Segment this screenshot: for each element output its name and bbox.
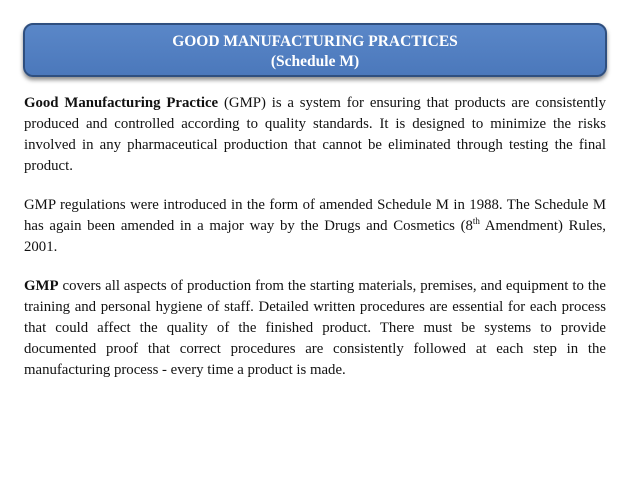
title-banner — [23, 23, 607, 77]
paragraph-lead-term: GMP — [24, 278, 59, 294]
paragraph-text: Amendment) Rules, 2001. — [24, 218, 606, 255]
paragraph-gmp-scope — [24, 276, 606, 381]
paragraph-text: (GMP) is a system for ensuring that products are consistently produced and controlled according to quality standards. It is designed to minimize the risks involved in any pharmaceutical production that cannot be eliminated through testing the final product. — [24, 95, 606, 174]
page-subtitle: (Schedule M) — [270, 53, 360, 70]
paragraph-gmp-regulations — [24, 195, 606, 258]
page-title: GOOD MANUFACTURING PRACTICES — [172, 33, 458, 50]
superscript-ordinal: th — [472, 216, 480, 226]
paragraph-gmp-definition — [24, 93, 606, 177]
body-content — [24, 93, 606, 399]
paragraph-lead-term: Good Manufacturing Practice — [24, 95, 219, 111]
paragraph-text: covers all aspects of production from the starting materials, premises, and equipment to the training and personal hygiene of staff. Detailed written procedures are essential for each process that could affect the quality of the finished product. There must be systems to provide documented proof that correct procedures are consistently followed at each step in the manufacturing process - every time a product is made. — [24, 278, 606, 378]
paragraph-text: GMP regulations were introduced in the form of amended Schedule M in 1988. The Schedule M has again been amended in a major way by the Drugs and Cosmetics (8 — [24, 197, 606, 234]
